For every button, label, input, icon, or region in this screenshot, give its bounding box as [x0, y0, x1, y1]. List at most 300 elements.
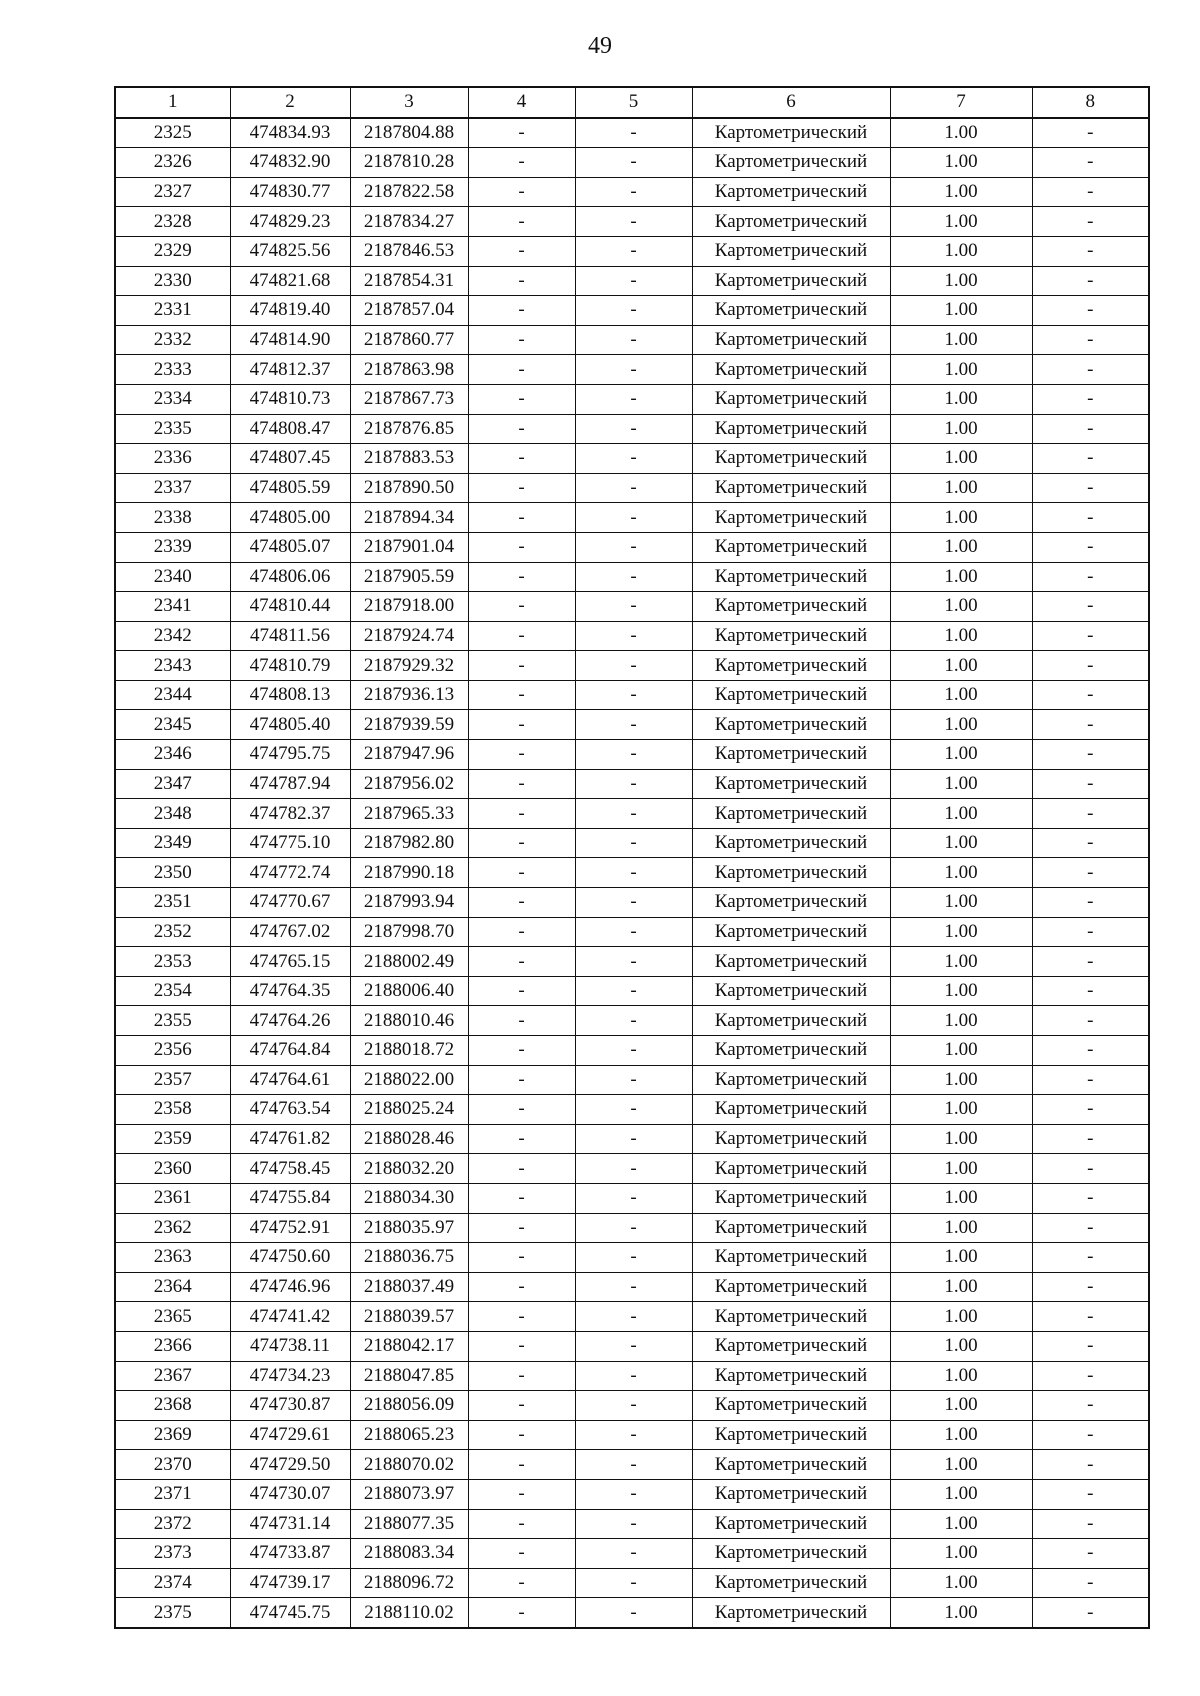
table-row: [115, 769, 1149, 799]
col8-value-cell: -: [1032, 1272, 1149, 1302]
col8-value-cell: -: [1032, 562, 1149, 592]
accuracy-cell: 1.00: [890, 1183, 1032, 1213]
method-cell: Картометрический: [692, 355, 890, 385]
accuracy-cell: 1.00: [890, 1539, 1032, 1569]
accuracy-cell: 1.00: [890, 562, 1032, 592]
method-cell: Картометрический: [692, 384, 890, 414]
col4-value-cell: -: [468, 1213, 575, 1243]
accuracy-cell: 1.00: [890, 355, 1032, 385]
col8-value-cell: -: [1032, 1302, 1149, 1332]
y-coordinate-cell: 2188110.02: [350, 1598, 468, 1628]
point-number-cell: 2343: [115, 651, 230, 681]
col5-value-cell: -: [575, 651, 692, 681]
col4-value-cell: -: [468, 414, 575, 444]
col8-value-cell: -: [1032, 118, 1149, 148]
col8-value-cell: -: [1032, 1036, 1149, 1066]
point-number-cell: 2354: [115, 976, 230, 1006]
x-coordinate-cell: 474808.13: [230, 680, 350, 710]
table-row: [115, 1213, 1149, 1243]
coordinates-table: [114, 86, 1150, 1629]
accuracy-cell: 1.00: [890, 325, 1032, 355]
col4-value-cell: -: [468, 1036, 575, 1066]
point-number-cell: 2368: [115, 1391, 230, 1421]
col4-value-cell: -: [468, 1420, 575, 1450]
method-cell: Картометрический: [692, 740, 890, 770]
table-row: [115, 592, 1149, 622]
y-coordinate-cell: 2187890.50: [350, 473, 468, 503]
col4-value-cell: -: [468, 917, 575, 947]
accuracy-cell: 1.00: [890, 1598, 1032, 1628]
accuracy-cell: 1.00: [890, 740, 1032, 770]
col5-value-cell: -: [575, 1568, 692, 1598]
table-row: [115, 355, 1149, 385]
accuracy-cell: 1.00: [890, 1331, 1032, 1361]
col4-value-cell: -: [468, 355, 575, 385]
accuracy-cell: 1.00: [890, 118, 1032, 148]
y-coordinate-cell: 2188006.40: [350, 976, 468, 1006]
point-number-cell: 2367: [115, 1361, 230, 1391]
method-cell: Картометрический: [692, 532, 890, 562]
x-coordinate-cell: 474739.17: [230, 1568, 350, 1598]
method-cell: Картометрический: [692, 1036, 890, 1066]
method-cell: Картометрический: [692, 1302, 890, 1332]
x-coordinate-cell: 474832.90: [230, 148, 350, 178]
col5-value-cell: -: [575, 355, 692, 385]
col4-value-cell: -: [468, 503, 575, 533]
col5-value-cell: -: [575, 532, 692, 562]
y-coordinate-cell: 2188035.97: [350, 1213, 468, 1243]
table-row: [115, 621, 1149, 651]
col8-value-cell: -: [1032, 414, 1149, 444]
col5-value-cell: -: [575, 473, 692, 503]
col4-value-cell: -: [468, 1361, 575, 1391]
y-coordinate-cell: 2187860.77: [350, 325, 468, 355]
col4-value-cell: -: [468, 888, 575, 918]
point-number-cell: 2362: [115, 1213, 230, 1243]
table-row: [115, 680, 1149, 710]
col5-value-cell: -: [575, 592, 692, 622]
y-coordinate-cell: 2188032.20: [350, 1154, 468, 1184]
table-row: [115, 1065, 1149, 1095]
x-coordinate-cell: 474806.06: [230, 562, 350, 592]
accuracy-cell: 1.00: [890, 828, 1032, 858]
accuracy-cell: 1.00: [890, 266, 1032, 296]
col8-value-cell: -: [1032, 621, 1149, 651]
table-row: [115, 384, 1149, 414]
col8-value-cell: -: [1032, 1479, 1149, 1509]
x-coordinate-cell: 474761.82: [230, 1124, 350, 1154]
accuracy-cell: 1.00: [890, 1095, 1032, 1125]
x-coordinate-cell: 474765.15: [230, 947, 350, 977]
x-coordinate-cell: 474729.61: [230, 1420, 350, 1450]
point-number-cell: 2361: [115, 1183, 230, 1213]
col4-value-cell: -: [468, 444, 575, 474]
col8-value-cell: -: [1032, 1420, 1149, 1450]
col5-value-cell: -: [575, 621, 692, 651]
col4-value-cell: -: [468, 710, 575, 740]
point-number-cell: 2336: [115, 444, 230, 474]
col5-value-cell: -: [575, 1124, 692, 1154]
col5-value-cell: -: [575, 266, 692, 296]
method-cell: Картометрический: [692, 947, 890, 977]
col4-value-cell: -: [468, 1095, 575, 1125]
col8-value-cell: -: [1032, 296, 1149, 326]
table-row: [115, 1154, 1149, 1184]
col5-value-cell: -: [575, 1272, 692, 1302]
point-number-cell: 2346: [115, 740, 230, 770]
accuracy-cell: 1.00: [890, 1568, 1032, 1598]
accuracy-cell: 1.00: [890, 1509, 1032, 1539]
point-number-cell: 2342: [115, 621, 230, 651]
col5-value-cell: -: [575, 236, 692, 266]
y-coordinate-cell: 2188036.75: [350, 1243, 468, 1273]
method-cell: Картометрический: [692, 976, 890, 1006]
y-coordinate-cell: 2187822.58: [350, 177, 468, 207]
col5-value-cell: -: [575, 1006, 692, 1036]
point-number-cell: 2375: [115, 1598, 230, 1628]
col5-value-cell: -: [575, 858, 692, 888]
col4-value-cell: -: [468, 384, 575, 414]
col4-value-cell: -: [468, 1391, 575, 1421]
col5-value-cell: -: [575, 947, 692, 977]
col5-value-cell: -: [575, 1243, 692, 1273]
col4-value-cell: -: [468, 858, 575, 888]
x-coordinate-cell: 474764.84: [230, 1036, 350, 1066]
table-row: [115, 1183, 1149, 1213]
y-coordinate-cell: 2187924.74: [350, 621, 468, 651]
method-cell: Картометрический: [692, 1479, 890, 1509]
x-coordinate-cell: 474834.93: [230, 118, 350, 148]
accuracy-cell: 1.00: [890, 592, 1032, 622]
column-header-4: 4: [468, 87, 575, 118]
table-row: [115, 1095, 1149, 1125]
method-cell: Картометрический: [692, 562, 890, 592]
table-row: [115, 1539, 1149, 1569]
y-coordinate-cell: 2187905.59: [350, 562, 468, 592]
col8-value-cell: -: [1032, 1361, 1149, 1391]
column-header-2: 2: [230, 87, 350, 118]
point-number-cell: 2370: [115, 1450, 230, 1480]
page-number: 49: [588, 33, 612, 59]
method-cell: Картометрический: [692, 917, 890, 947]
x-coordinate-cell: 474805.07: [230, 532, 350, 562]
method-cell: Картометрический: [692, 118, 890, 148]
col8-value-cell: -: [1032, 1213, 1149, 1243]
x-coordinate-cell: 474730.87: [230, 1391, 350, 1421]
method-cell: Картометрический: [692, 828, 890, 858]
point-number-cell: 2329: [115, 236, 230, 266]
x-coordinate-cell: 474733.87: [230, 1539, 350, 1569]
y-coordinate-cell: 2187834.27: [350, 207, 468, 237]
accuracy-cell: 1.00: [890, 1124, 1032, 1154]
table-row: [115, 562, 1149, 592]
y-coordinate-cell: 2187947.96: [350, 740, 468, 770]
col4-value-cell: -: [468, 1183, 575, 1213]
col8-value-cell: -: [1032, 1065, 1149, 1095]
point-number-cell: 2328: [115, 207, 230, 237]
col4-value-cell: -: [468, 1509, 575, 1539]
col4-value-cell: -: [468, 177, 575, 207]
x-coordinate-cell: 474810.73: [230, 384, 350, 414]
x-coordinate-cell: 474805.00: [230, 503, 350, 533]
point-number-cell: 2372: [115, 1509, 230, 1539]
x-coordinate-cell: 474752.91: [230, 1213, 350, 1243]
column-header-8: 8: [1032, 87, 1149, 118]
accuracy-cell: 1.00: [890, 1450, 1032, 1480]
method-cell: Картометрический: [692, 858, 890, 888]
method-cell: Картометрический: [692, 592, 890, 622]
table-row: [115, 799, 1149, 829]
point-number-cell: 2360: [115, 1154, 230, 1184]
method-cell: Картометрический: [692, 1420, 890, 1450]
x-coordinate-cell: 474745.75: [230, 1598, 350, 1628]
col8-value-cell: -: [1032, 1539, 1149, 1569]
table-row: [115, 888, 1149, 918]
col8-value-cell: -: [1032, 976, 1149, 1006]
col5-value-cell: -: [575, 799, 692, 829]
y-coordinate-cell: 2187876.85: [350, 414, 468, 444]
method-cell: Картометрический: [692, 1124, 890, 1154]
column-header-6: 6: [692, 87, 890, 118]
point-number-cell: 2337: [115, 473, 230, 503]
col8-value-cell: -: [1032, 1598, 1149, 1628]
method-cell: Картометрический: [692, 1006, 890, 1036]
col4-value-cell: -: [468, 296, 575, 326]
col5-value-cell: -: [575, 207, 692, 237]
x-coordinate-cell: 474741.42: [230, 1302, 350, 1332]
col8-value-cell: -: [1032, 769, 1149, 799]
method-cell: Картометрический: [692, 1598, 890, 1628]
point-number-cell: 2352: [115, 917, 230, 947]
point-number-cell: 2350: [115, 858, 230, 888]
col5-value-cell: -: [575, 680, 692, 710]
col5-value-cell: -: [575, 1479, 692, 1509]
col8-value-cell: -: [1032, 355, 1149, 385]
x-coordinate-cell: 474775.10: [230, 828, 350, 858]
y-coordinate-cell: 2187982.80: [350, 828, 468, 858]
col5-value-cell: -: [575, 1036, 692, 1066]
accuracy-cell: 1.00: [890, 1065, 1032, 1095]
point-number-cell: 2349: [115, 828, 230, 858]
column-header-1: 1: [115, 87, 230, 118]
accuracy-cell: 1.00: [890, 207, 1032, 237]
point-number-cell: 2335: [115, 414, 230, 444]
accuracy-cell: 1.00: [890, 503, 1032, 533]
accuracy-cell: 1.00: [890, 177, 1032, 207]
table-row: [115, 325, 1149, 355]
point-number-cell: 2351: [115, 888, 230, 918]
col5-value-cell: -: [575, 384, 692, 414]
method-cell: Картометрический: [692, 1272, 890, 1302]
point-number-cell: 2366: [115, 1331, 230, 1361]
point-number-cell: 2357: [115, 1065, 230, 1095]
col8-value-cell: -: [1032, 532, 1149, 562]
col5-value-cell: -: [575, 1391, 692, 1421]
point-number-cell: 2359: [115, 1124, 230, 1154]
method-cell: Картометрический: [692, 1213, 890, 1243]
y-coordinate-cell: 2187929.32: [350, 651, 468, 681]
method-cell: Картометрический: [692, 799, 890, 829]
x-coordinate-cell: 474811.56: [230, 621, 350, 651]
col5-value-cell: -: [575, 1065, 692, 1095]
accuracy-cell: 1.00: [890, 414, 1032, 444]
accuracy-cell: 1.00: [890, 1420, 1032, 1450]
x-coordinate-cell: 474731.14: [230, 1509, 350, 1539]
table-row: [115, 917, 1149, 947]
table-row: [115, 1391, 1149, 1421]
col8-value-cell: -: [1032, 1124, 1149, 1154]
col8-value-cell: -: [1032, 1509, 1149, 1539]
y-coordinate-cell: 2188034.30: [350, 1183, 468, 1213]
y-coordinate-cell: 2188039.57: [350, 1302, 468, 1332]
y-coordinate-cell: 2188025.24: [350, 1095, 468, 1125]
y-coordinate-cell: 2188065.23: [350, 1420, 468, 1450]
y-coordinate-cell: 2187936.13: [350, 680, 468, 710]
x-coordinate-cell: 474810.79: [230, 651, 350, 681]
col4-value-cell: -: [468, 976, 575, 1006]
table-header-row: [115, 87, 1149, 118]
method-cell: Картометрический: [692, 296, 890, 326]
y-coordinate-cell: 2187956.02: [350, 769, 468, 799]
accuracy-cell: 1.00: [890, 799, 1032, 829]
accuracy-cell: 1.00: [890, 858, 1032, 888]
col4-value-cell: -: [468, 148, 575, 178]
method-cell: Картометрический: [692, 266, 890, 296]
col4-value-cell: -: [468, 325, 575, 355]
col4-value-cell: -: [468, 1154, 575, 1184]
table-row: [115, 651, 1149, 681]
point-number-cell: 2363: [115, 1243, 230, 1273]
col4-value-cell: -: [468, 592, 575, 622]
accuracy-cell: 1.00: [890, 1272, 1032, 1302]
col4-value-cell: -: [468, 740, 575, 770]
table-row: [115, 296, 1149, 326]
column-header-7: 7: [890, 87, 1032, 118]
col5-value-cell: -: [575, 710, 692, 740]
col5-value-cell: -: [575, 740, 692, 770]
col8-value-cell: -: [1032, 1331, 1149, 1361]
method-cell: Картометрический: [692, 503, 890, 533]
y-coordinate-cell: 2188010.46: [350, 1006, 468, 1036]
method-cell: Картометрический: [692, 414, 890, 444]
y-coordinate-cell: 2187998.70: [350, 917, 468, 947]
col4-value-cell: -: [468, 1539, 575, 1569]
y-coordinate-cell: 2188028.46: [350, 1124, 468, 1154]
method-cell: Картометрический: [692, 177, 890, 207]
col4-value-cell: -: [468, 1006, 575, 1036]
y-coordinate-cell: 2188018.72: [350, 1036, 468, 1066]
col8-value-cell: -: [1032, 680, 1149, 710]
accuracy-cell: 1.00: [890, 296, 1032, 326]
col4-value-cell: -: [468, 621, 575, 651]
x-coordinate-cell: 474763.54: [230, 1095, 350, 1125]
col8-value-cell: -: [1032, 1154, 1149, 1184]
col5-value-cell: -: [575, 1450, 692, 1480]
accuracy-cell: 1.00: [890, 651, 1032, 681]
col4-value-cell: -: [468, 1124, 575, 1154]
col4-value-cell: -: [468, 1479, 575, 1509]
point-number-cell: 2330: [115, 266, 230, 296]
table-row: [115, 207, 1149, 237]
col5-value-cell: -: [575, 118, 692, 148]
y-coordinate-cell: 2187854.31: [350, 266, 468, 296]
method-cell: Картометрический: [692, 148, 890, 178]
col5-value-cell: -: [575, 769, 692, 799]
table-row: [115, 1006, 1149, 1036]
col4-value-cell: -: [468, 1272, 575, 1302]
col8-value-cell: -: [1032, 236, 1149, 266]
method-cell: Картометрический: [692, 1361, 890, 1391]
col4-value-cell: -: [468, 1450, 575, 1480]
col5-value-cell: -: [575, 1361, 692, 1391]
y-coordinate-cell: 2188022.00: [350, 1065, 468, 1095]
accuracy-cell: 1.00: [890, 1213, 1032, 1243]
table-row: [115, 828, 1149, 858]
table-row: [115, 710, 1149, 740]
y-coordinate-cell: 2187867.73: [350, 384, 468, 414]
table-row: [115, 1331, 1149, 1361]
x-coordinate-cell: 474830.77: [230, 177, 350, 207]
point-number-cell: 2332: [115, 325, 230, 355]
table-row: [115, 1243, 1149, 1273]
y-coordinate-cell: 2188056.09: [350, 1391, 468, 1421]
x-coordinate-cell: 474812.37: [230, 355, 350, 385]
x-coordinate-cell: 474750.60: [230, 1243, 350, 1273]
col5-value-cell: -: [575, 1420, 692, 1450]
method-cell: Картометрический: [692, 680, 890, 710]
accuracy-cell: 1.00: [890, 1479, 1032, 1509]
accuracy-cell: 1.00: [890, 384, 1032, 414]
accuracy-cell: 1.00: [890, 947, 1032, 977]
accuracy-cell: 1.00: [890, 1302, 1032, 1332]
col8-value-cell: -: [1032, 148, 1149, 178]
method-cell: Картометрический: [692, 769, 890, 799]
x-coordinate-cell: 474764.26: [230, 1006, 350, 1036]
method-cell: Картометрический: [692, 651, 890, 681]
col8-value-cell: -: [1032, 799, 1149, 829]
method-cell: Картометрический: [692, 444, 890, 474]
table-row: [115, 1479, 1149, 1509]
table-row: [115, 1450, 1149, 1480]
table-row: [115, 444, 1149, 474]
col5-value-cell: -: [575, 414, 692, 444]
accuracy-cell: 1.00: [890, 888, 1032, 918]
col4-value-cell: -: [468, 651, 575, 681]
x-coordinate-cell: 474764.35: [230, 976, 350, 1006]
method-cell: Картометрический: [692, 473, 890, 503]
col5-value-cell: -: [575, 148, 692, 178]
y-coordinate-cell: 2187863.98: [350, 355, 468, 385]
method-cell: Картометрический: [692, 1065, 890, 1095]
col4-value-cell: -: [468, 473, 575, 503]
table-row: [115, 532, 1149, 562]
table-row: [115, 118, 1149, 148]
y-coordinate-cell: 2188002.49: [350, 947, 468, 977]
method-cell: Картометрический: [692, 207, 890, 237]
accuracy-cell: 1.00: [890, 976, 1032, 1006]
accuracy-cell: 1.00: [890, 1243, 1032, 1273]
x-coordinate-cell: 474734.23: [230, 1361, 350, 1391]
x-coordinate-cell: 474772.74: [230, 858, 350, 888]
col5-value-cell: -: [575, 917, 692, 947]
y-coordinate-cell: 2187804.88: [350, 118, 468, 148]
col4-value-cell: -: [468, 1243, 575, 1273]
col5-value-cell: -: [575, 296, 692, 326]
method-cell: Картометрический: [692, 1391, 890, 1421]
x-coordinate-cell: 474755.84: [230, 1183, 350, 1213]
y-coordinate-cell: 2187894.34: [350, 503, 468, 533]
point-number-cell: 2341: [115, 592, 230, 622]
